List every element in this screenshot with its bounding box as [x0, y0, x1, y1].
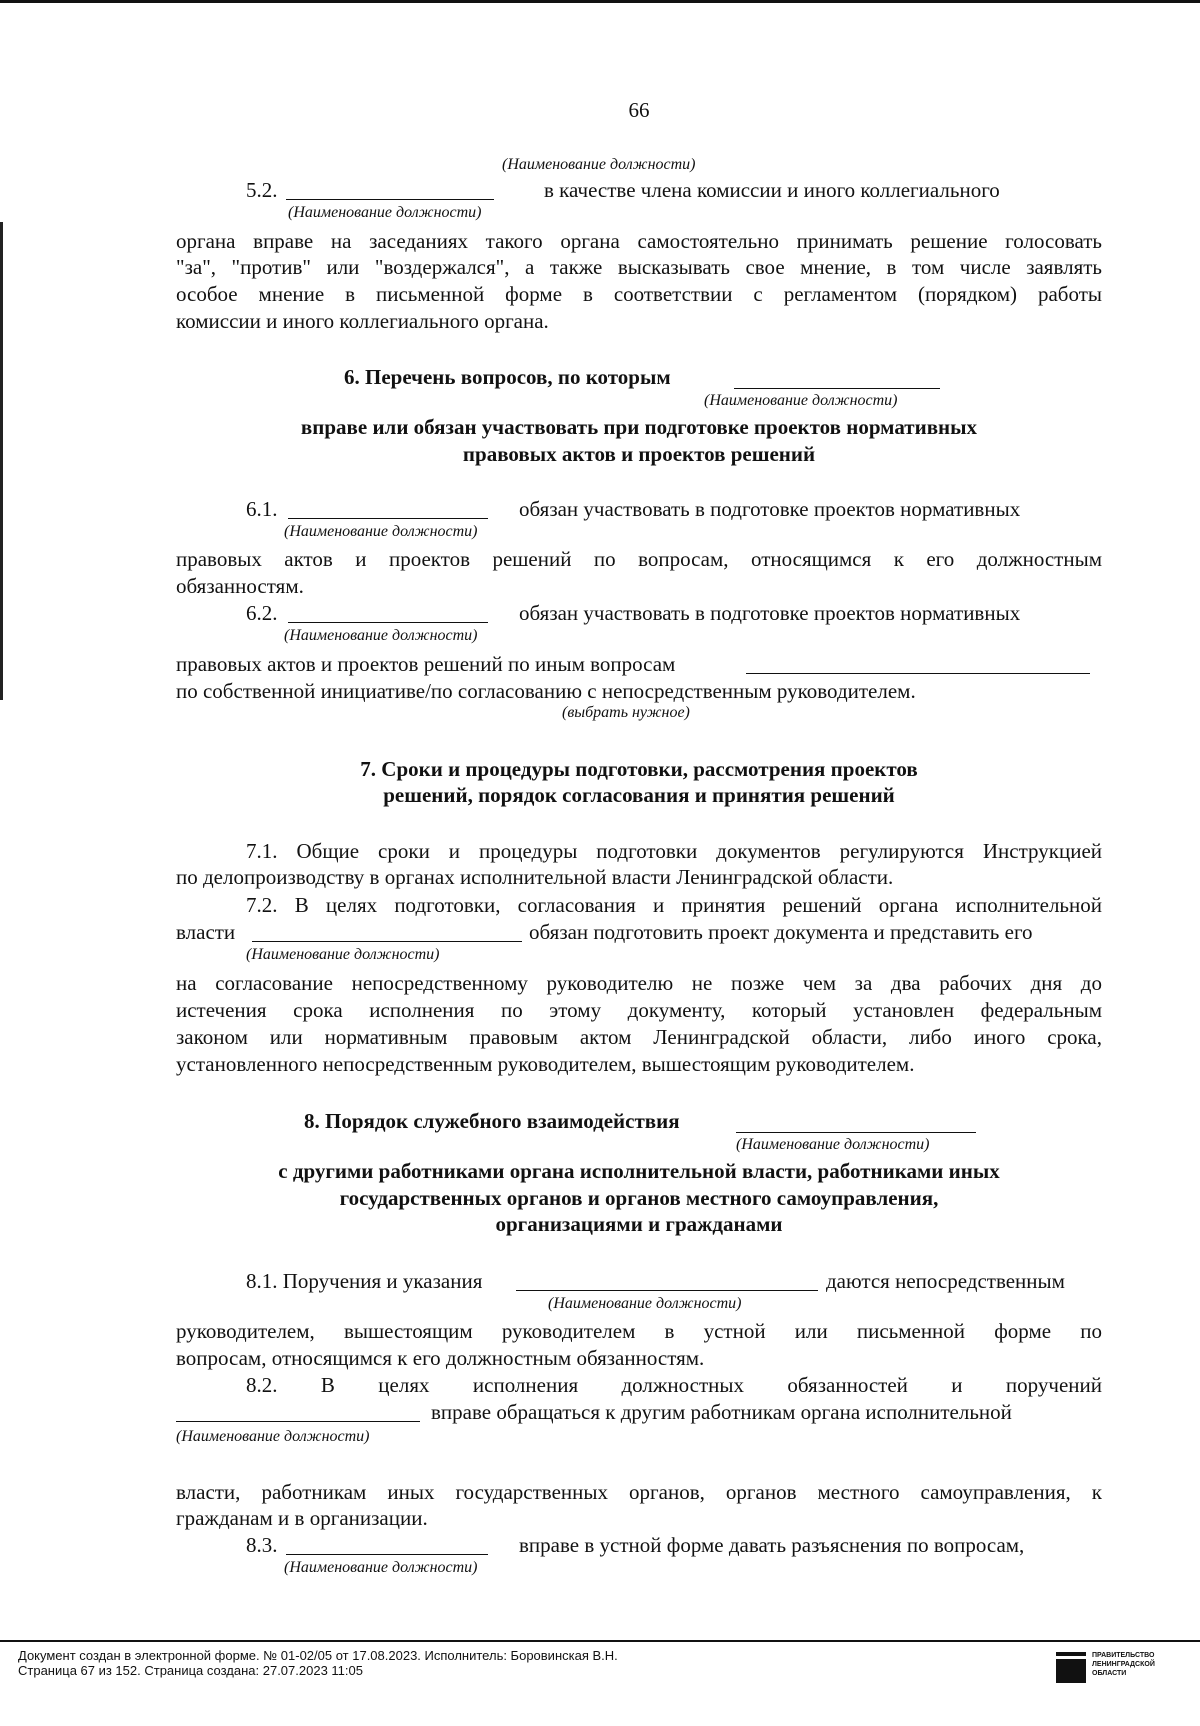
p71-line2: по делопроизводству в органах исполнительной власти Ленинградской области. — [176, 865, 894, 889]
position-hint: (Наименование должности) — [284, 627, 478, 644]
text: обязан участвовать в подготовке проектов нормативных — [519, 601, 1021, 625]
position-hint: (Наименование должности) — [502, 156, 696, 173]
p52-line4: особое мнение в письменной форме в соответствии с регламентом (порядком) работы — [176, 282, 1102, 306]
position-blank[interactable] — [516, 1272, 818, 1291]
position-blank[interactable] — [736, 1114, 976, 1133]
section8-title-line3: государственных органов и органов местного самоуправления, — [339, 1186, 939, 1210]
p52-line2: органа вправе на заседаниях такого органа самостоятельно принимать решение голосовать — [176, 229, 1102, 253]
p72-line5: законом или нормативным правовым актом Ленинградской области, либо иного срока, — [176, 1025, 1102, 1049]
position-hint: (Наименование должности) — [736, 1136, 930, 1153]
position-blank[interactable] — [286, 1536, 488, 1555]
section8-title-line2: с другими работниками органа исполнительной власти, работниками иных — [278, 1159, 1000, 1183]
p82-line1: 8.2. В целях исполнения должностных обязанностей и поручений — [246, 1373, 1102, 1397]
footer-doc-info: Документ создан в электронной форме. № 01-02/05 от 17.08.2023. Исполнитель: Боровинская В.Н. — [18, 1648, 618, 1663]
section6-title-line3: правовых актов и проектов решений — [462, 442, 816, 466]
text: правовых актов и проектов решений по иным вопросам — [176, 652, 676, 676]
logo-text: ПРАВИТЕЛЬСТВО ЛЕНИНГРАДСКОЙ ОБЛАСТИ — [1092, 1652, 1155, 1677]
position-blank[interactable] — [252, 923, 522, 942]
section-title: 8. Порядок служебного взаимодействия — [304, 1109, 680, 1133]
text: власти — [176, 920, 236, 944]
position-blank[interactable] — [288, 604, 488, 623]
p61-line3: обязанностям. — [176, 574, 304, 598]
position-hint: (Наименование должности) — [288, 204, 482, 221]
section7-title-line1: 7. Сроки и процедуры подготовки, рассмотрения проектов — [360, 757, 918, 781]
position-hint: (Наименование должности) — [284, 1559, 478, 1576]
position-blank[interactable] — [176, 1403, 420, 1422]
top-border — [0, 0, 1200, 3]
section7-title-line2: решений, порядок согласования и принятия решений — [383, 783, 895, 807]
position-blank[interactable] — [286, 181, 494, 200]
item-number: 8.3. — [246, 1533, 278, 1557]
p72-line6: установленного непосредственным руководителем, вышестоящим руководителем. — [176, 1052, 915, 1076]
item-number: 6.2. — [246, 601, 278, 625]
p82-line3: власти, работникам иных государственных органов, органов местного самоуправления, к — [176, 1480, 1102, 1504]
p61-line2: правовых актов и проектов решений по вопросам, относящимся к его должностным — [176, 547, 1102, 571]
item-number: 5.2. — [246, 178, 278, 202]
text: обязан подготовить проект документа и представить его — [529, 920, 1033, 944]
scan-edge-mark — [0, 222, 3, 700]
p72-line1: 7.2. В целях подготовки, согласования и принятия решений органа исполнительной — [246, 893, 1102, 917]
section8-title-line4: организациями и гражданами — [495, 1212, 783, 1236]
text: обязан участвовать в подготовке проектов нормативных — [519, 497, 1021, 521]
position-hint: (Наименование должности) — [176, 1428, 370, 1445]
p62-line2 — [176, 651, 1102, 677]
footer-divider — [0, 1640, 1200, 1642]
logo-emblem-icon — [1056, 1659, 1086, 1683]
government-logo — [1056, 1651, 1186, 1687]
p52-line3: "за", "против" или "воздержался", а также высказывать свое мнение, в том числе заявлять — [176, 255, 1102, 279]
position-blank[interactable] — [734, 370, 940, 389]
p72-line4: истечения срока исполнения по этому документу, который установлен федеральным — [176, 998, 1102, 1022]
p81-line2: руководителем, вышестоящим руководителем в устной или письменной форме по — [176, 1319, 1102, 1343]
text: 8.1. Поручения и указания — [246, 1269, 483, 1293]
text: даются непосредственным — [826, 1269, 1065, 1293]
position-hint: (Наименование должности) — [246, 946, 440, 963]
p72-line3: на согласование непосредственному руководителю не позже чем за два рабочих дня до — [176, 971, 1102, 995]
logo-bar-icon — [1056, 1652, 1086, 1656]
section-title: 6. Перечень вопросов, по которым — [344, 365, 671, 389]
position-hint: (Наименование должности) — [704, 392, 898, 409]
page-number: 66 — [628, 98, 650, 122]
p81-line3: вопросам, относящимся к его должностным обязанностям. — [176, 1346, 705, 1370]
text: вправе в устной форме давать разъяснения по вопросам, — [519, 1533, 1025, 1557]
p72-line2 — [176, 919, 1102, 945]
footer-page-info: Страница 67 из 152. Страница создана: 27.07.2023 11:05 — [18, 1663, 363, 1678]
p62-line3: по собственной инициативе/по согласованию с непосредственным руководителем. — [176, 679, 916, 703]
text: вправе обращаться к другим работникам органа исполнительной — [431, 1400, 1012, 1424]
p52-line5: комиссии и иного коллегиального органа. — [176, 309, 549, 333]
item-number: 6.1. — [246, 497, 278, 521]
position-hint: (Наименование должности) — [548, 1295, 742, 1312]
choose-hint: (выбрать нужное) — [562, 704, 690, 721]
p82-line4: гражданам и в организации. — [176, 1506, 428, 1530]
topic-blank[interactable] — [746, 655, 1090, 674]
p71-line1: 7.1. Общие сроки и процедуры подготовки документов регулируются Инструкцией — [246, 839, 1102, 863]
section6-title-line2: вправе или обязан участвовать при подготовке проектов нормативных — [300, 415, 978, 439]
position-blank[interactable] — [288, 500, 488, 519]
text: в качестве члена комиссии и иного коллегиального — [544, 178, 1000, 202]
position-hint: (Наименование должности) — [284, 523, 478, 540]
